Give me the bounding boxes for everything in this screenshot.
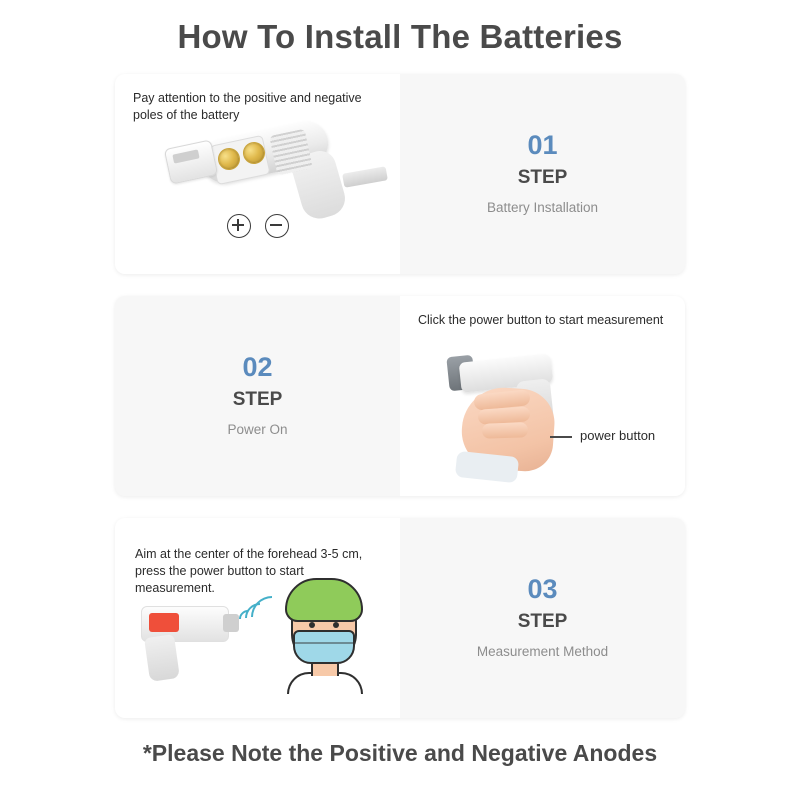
step-03-image: [115, 518, 400, 718]
person-eye: [333, 622, 339, 628]
page-title: How To Install The Batteries: [177, 18, 623, 55]
thermometer-tip: [342, 166, 388, 187]
step-01-image: [115, 74, 400, 274]
step-03-word: STEP: [517, 610, 568, 632]
step-03-number: 03: [527, 573, 558, 604]
power-button-annotation: power button: [580, 428, 656, 443]
sleeve-cuff: [455, 451, 519, 483]
step-card-01: [115, 74, 685, 274]
step-03-text: [400, 518, 685, 718]
thermometer-grip: [144, 634, 180, 682]
step-01-caption: Pay attention to the positive and negative poles of the battery: [133, 91, 362, 122]
finger: [482, 422, 528, 439]
step-card-02: [115, 296, 685, 496]
thermometer-display: [149, 613, 179, 632]
step-02-word: STEP: [232, 388, 283, 410]
polarity-symbols: [227, 214, 289, 238]
face-mask-fold: [295, 642, 353, 644]
plus-symbol-icon: [227, 214, 251, 238]
step-card-03: [115, 518, 685, 718]
annotation-leader-line: [550, 436, 572, 438]
face-mask: [293, 630, 355, 664]
minus-symbol-icon: [265, 214, 289, 238]
step-01-text: [400, 74, 685, 274]
step-03-description: Measurement Method: [476, 644, 609, 660]
step-02-image: [400, 296, 685, 496]
person-eye: [309, 622, 315, 628]
footnote: *Please Note the Positive and Negative Anodes: [142, 740, 658, 766]
step-01-description: Battery Installation: [486, 200, 599, 216]
steps-list: [0, 74, 800, 718]
person-neck: [311, 662, 339, 676]
step-02-number: 02: [242, 351, 273, 382]
thermometer-tip: [223, 614, 239, 632]
step-02-description: Power On: [227, 422, 288, 438]
step-02-text: [115, 296, 400, 496]
step-03-caption: Aim at the center of the forehead 3-5 cm, press the power button to start measurement.: [135, 547, 363, 595]
step-01-word: STEP: [517, 166, 568, 188]
step-02-caption: Click the power button to start measurement: [418, 313, 664, 327]
step-01-number: 01: [527, 129, 558, 160]
